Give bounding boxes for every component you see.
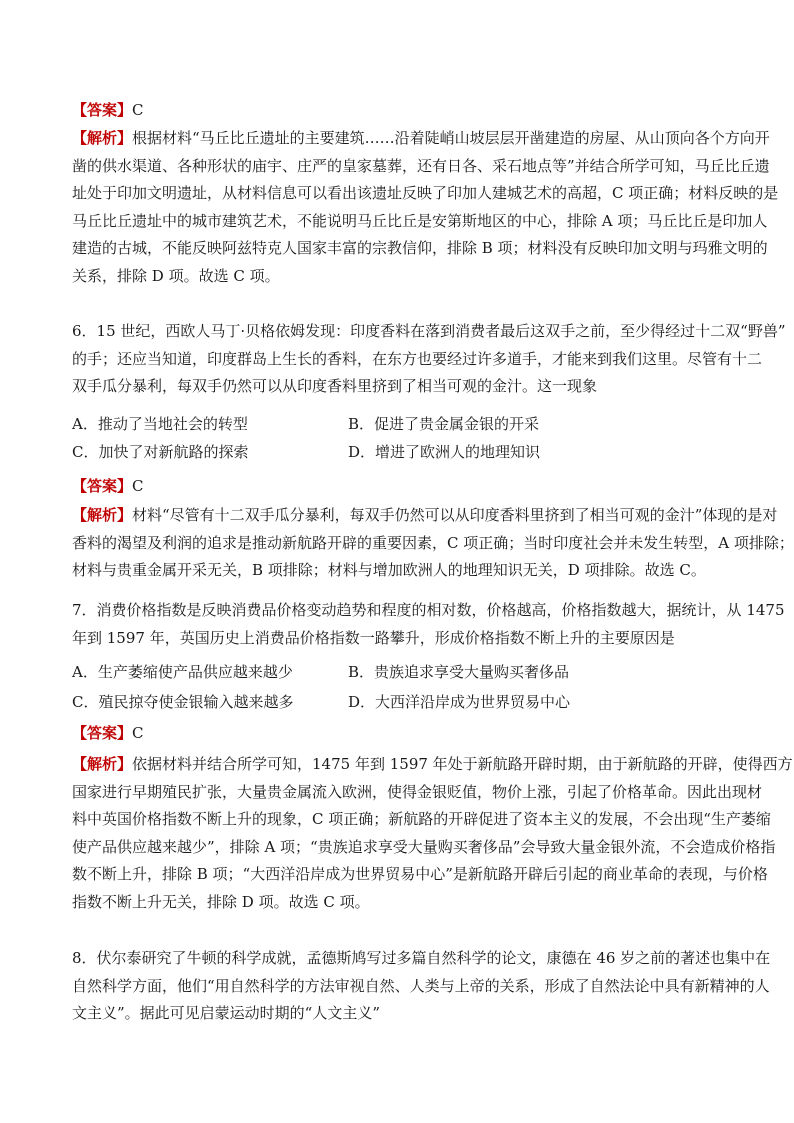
question-line: 自然科学方面，他们“用自然科学的方法审视自然、人类与上帝的关系，形成了自然法论中具有新精神的人 [72,976,770,995]
q5-answer-block [72,97,724,125]
analysis-line: 香料的渴望及利润的追求是推动新航路开辟的重要因素，C 项正确；当时印度社会并未发生转型，A 项排除； [72,533,794,552]
answer-value: C [132,101,144,119]
analysis-text: 根据材料“马丘比丘遗址的主要建筑……沿着陡峭山坡层层开凿建造的房屋、从山顶向各个方向开 [132,129,770,147]
q7-option-c: C．殖民掠夺使金银输入越来越多 [72,693,294,711]
q6-option-a: A．推动了当地社会的转型 [72,415,248,433]
q7-answer-line [72,720,724,748]
analysis-label: 【解析】 [72,506,133,524]
analysis-line: 数不断上升，排除 B 项；“大西洋沿岸成为世界贸易中心”是新航路开辟后引起的商业革命的表现，与价格 [72,865,768,883]
q7-stem [72,597,785,652]
analysis-text: 材料“尽管有十二双手瓜分暴利，每双手仍然可以从印度香料里挤到了相当可观的金汁”体现的是对 [132,506,778,524]
analysis-line: 材料与贵重金属开采无关，B 项排除；材料与增加欧洲人的地理知识无关，D 项排除。故选 C。 [72,561,706,579]
analysis-line: 关系，排除 D 项。故选 C 项。 [72,266,280,285]
analysis-line: 址处于印加文明遗址，从材料信息可以看出该遗址反映了印加人建城艺术的高超，C 项正确；材料反映的是 [72,184,779,202]
q7-analysis-block [72,751,793,916]
question-line: 文主义”。据此可见启蒙运动时期的“人文主义” [72,1004,381,1022]
question-line: 的手；还应当知道，印度群岛上生长的香料，在东方也要经过许多道手，才能来到我们这里。尽管有十二 [72,349,763,368]
analysis-line: 指数不断上升无关，排除 D 项。故选 C 项。 [72,892,370,911]
answer-label: 【答案】 [72,724,133,742]
q5-answer-line [72,97,724,125]
answer-value: C [132,724,144,742]
question-line: 双手瓜分暴利，每双手仍然可以从印度香料里挤到了相当可观的金汁。这一现象 [72,377,598,395]
question-line: 年到 1597 年，英国历史上消费品价格指数一路攀升，形成价格指数不断上升的主要原因是 [72,628,675,647]
question-line: 8．伏尔泰研究了牛顿的科学成就，孟德斯鸠写过多篇自然科学的论文，康德在 46 岁之前的著述也集中在 [72,949,771,967]
analysis-line: 马丘比丘遗址中的城市建筑艺术，不能说明马丘比丘是安第斯地区的中心，排除 A 项；马丘比丘是印加人 [72,211,768,230]
question-line: 6．15 世纪，西欧人马丁·贝格依姆发现：印度香料在落到消费者最后这双手之前，至少得经过十二双“野兽” [72,322,786,340]
q6-option-b: B．促进了贵金属金银的开采 [348,415,540,433]
q6-answer-line [72,473,724,501]
analysis-label: 【解析】 [72,129,133,147]
answer-label: 【答案】 [72,477,133,495]
analysis-line [72,502,778,530]
q7-option-a: A．生产萎缩使产品供应越来越少 [72,663,293,681]
q7-option-b: B．贵族追求享受大量购买奢侈品 [348,663,570,681]
analysis-line [72,751,793,779]
analysis-line: 使产品供应越来越少”，排除 A 项；“贵族追求享受大量购买奢侈品”会导致大量金银外流，不会造成价格指 [72,837,776,856]
q6-answer-block [72,473,724,501]
q8-stem [72,945,771,1028]
q7-answer-block [72,720,724,748]
question-line: 7．消费价格指数是反映消费品价格变动趋势和程度的相对数，价格越高，价格指数越大，据统计，从 1475 [72,601,785,619]
q5-analysis-block [72,125,779,290]
q6-stem [72,318,786,401]
q6-option-d: D．增进了欧洲人的地理知识 [348,443,541,461]
analysis-line: 凿的供水渠道、各种形状的庙宇、庄严的皇家墓葬，还有日各、采石地点等”并结合所学可知，马丘比丘遗 [72,156,770,175]
q6-analysis-block [72,502,794,585]
analysis-text: 依据材料并结合所学可知，1475 年到 1597 年处于新航路开辟时期，由于新航路的开辟，使得西方 [132,755,793,773]
q7-option-d: D．大西洋沿岸成为世界贸易中心 [348,693,571,711]
answer-value: C [132,477,144,495]
q6-option-c: C．加快了对新航路的探索 [72,443,249,461]
analysis-label: 【解析】 [72,755,133,773]
analysis-line [72,125,770,153]
analysis-line: 国家进行早期殖民扩张，大量贵金属流入欧洲，使得金银贬值，物价上涨，引起了价格革命。因此出现材 [72,782,763,801]
analysis-line: 建造的古城，不能反映阿兹特克人国家丰富的宗教信仰，排除 B 项；材料没有反映印加文明与玛雅文明的 [72,239,768,257]
analysis-line: 料中英国价格指数不断上升的现象，C 项正确；新航路的开辟促进了资本主义的发展，不会出现“生产萎缩 [72,810,771,828]
answer-label: 【答案】 [72,101,133,119]
